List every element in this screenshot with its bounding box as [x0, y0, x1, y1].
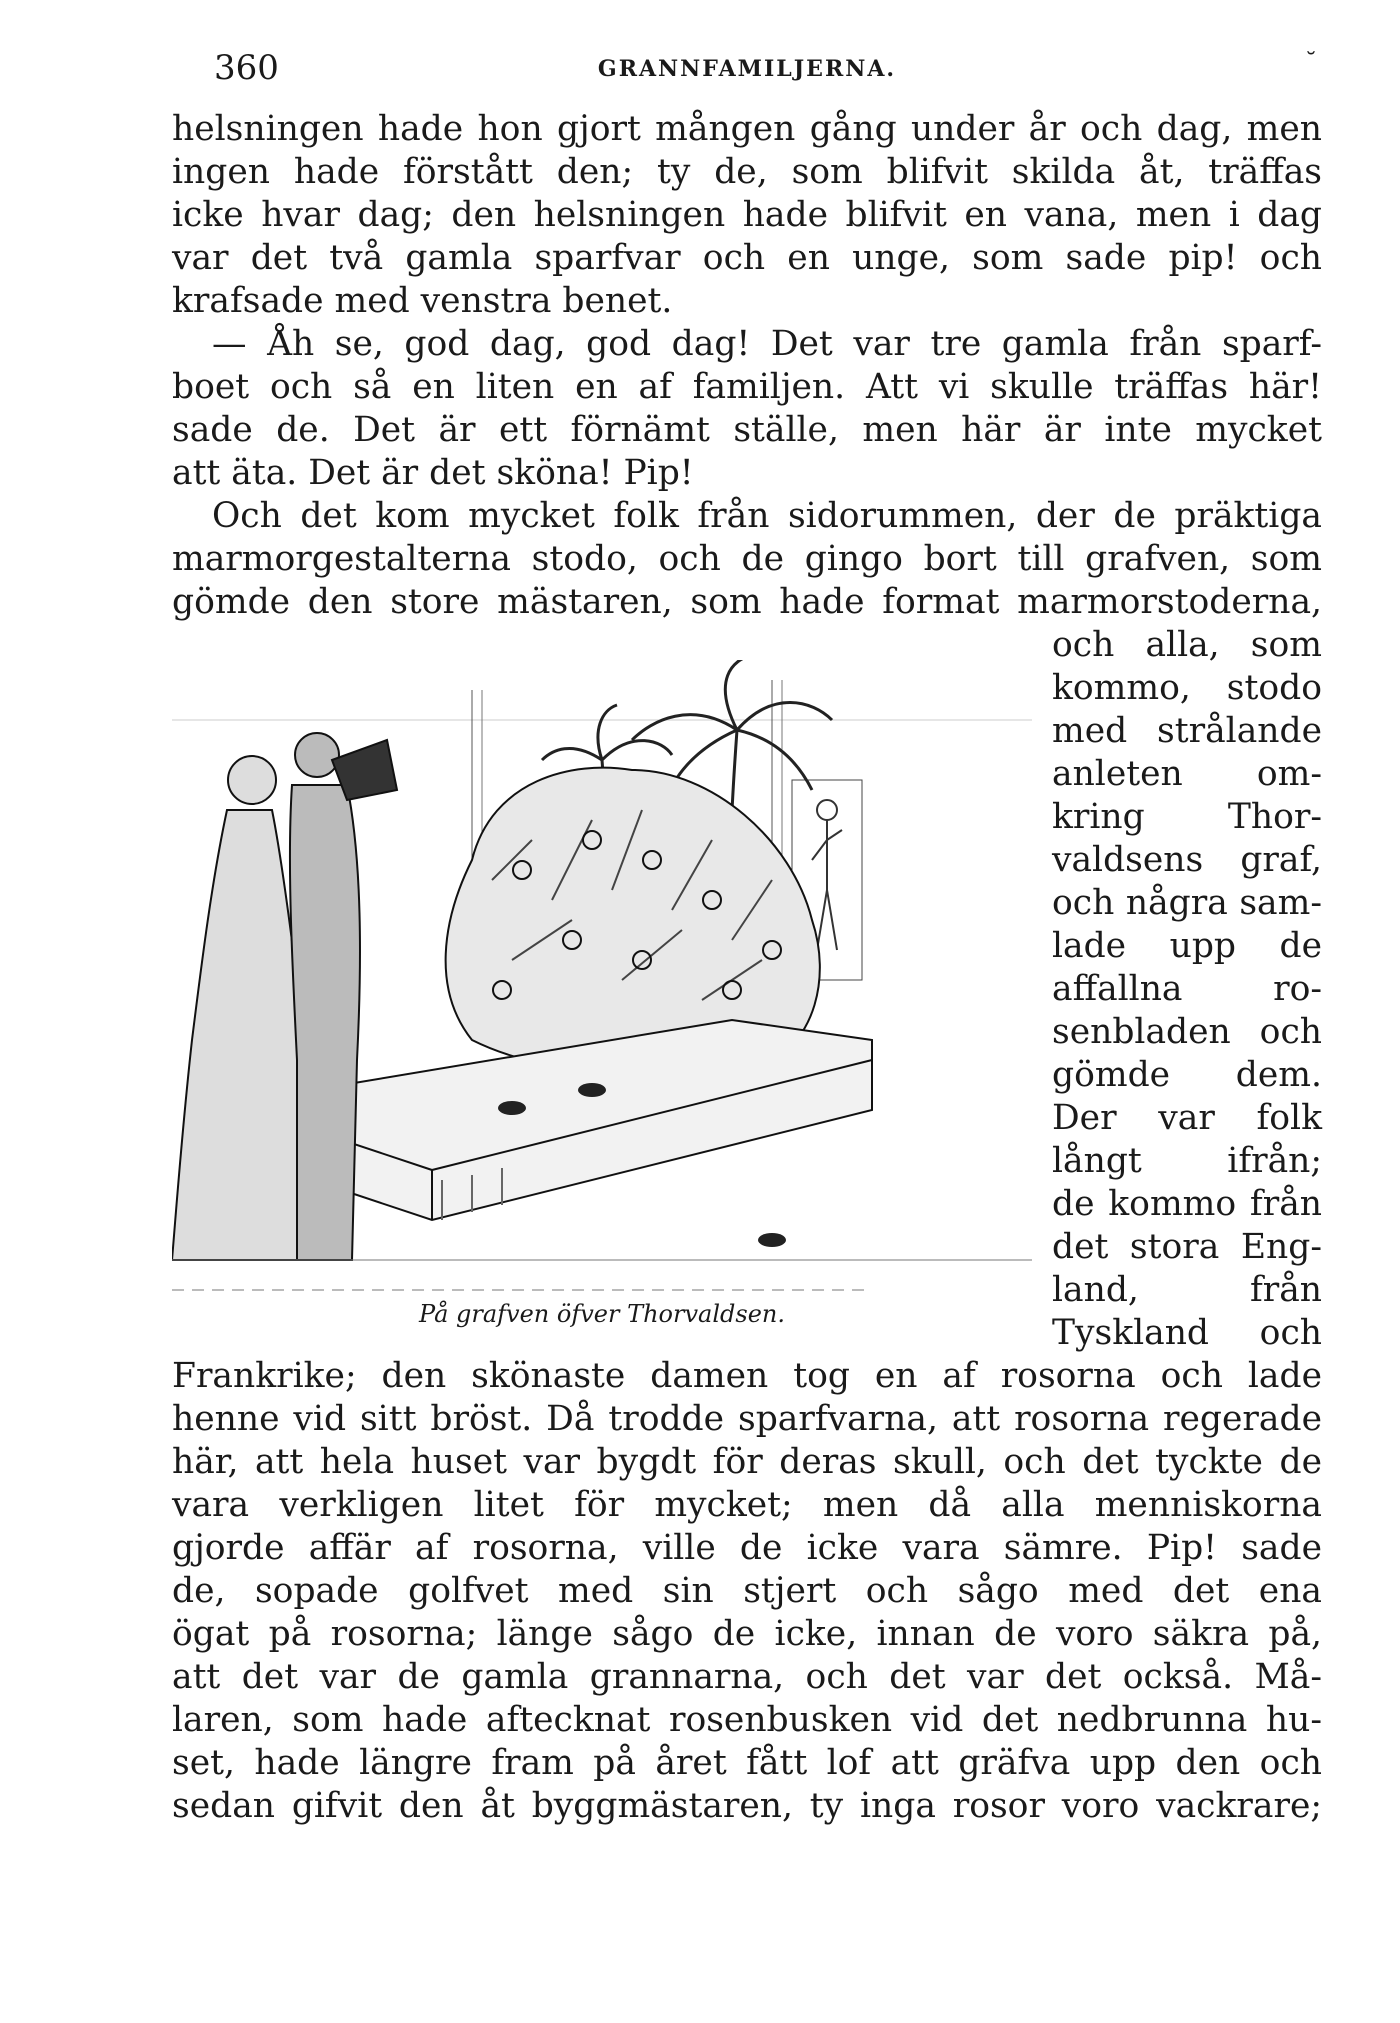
side-text-line: Tyskland och [1052, 1313, 1322, 1353]
figure-caption: På grafven öfver Thorvaldsen. [419, 1300, 785, 1328]
side-text-line: gömde dem. [1052, 1055, 1322, 1095]
side-text-line: land, från [1052, 1270, 1322, 1310]
side-text-line: kommo, stodo [1052, 668, 1322, 708]
side-text-line: affallna ro- [1052, 969, 1322, 1009]
text-line: krafsade med venstra benet. [172, 281, 673, 321]
text-line: ögat på rosorna; länge sågo de icke, innan de voro säkra på, [172, 1614, 1322, 1654]
text-line: gömde den store mästaren, som hade format marmorstoderna, [172, 582, 1322, 622]
side-text-line: anleten om- [1052, 754, 1322, 794]
text-line: laren, som hade aftecknat rosenbusken vid det nedbrunna hu- [172, 1700, 1322, 1740]
text-line: marmorgestalterna stodo, och de gingo bort till grafven, som [172, 539, 1322, 579]
text-line: sade de. Det är ett förnämt ställe, men här är inte mycket [172, 410, 1322, 450]
text-line: helsningen hade hon gjort mången gång under år och dag, men [172, 109, 1322, 149]
header-mark: ˘ [1305, 48, 1317, 76]
side-text-line: det stora Eng- [1052, 1227, 1322, 1267]
text-line: boet och så en liten en af familjen. Att vi skulle träffas här! [172, 367, 1322, 407]
text-line: icke hvar dag; den helsningen hade blifvit en vana, men i dag [172, 195, 1322, 235]
tomb-slab [312, 1020, 872, 1220]
page-header [172, 48, 1322, 88]
text-line: — Åh se, god dag, god dag! Det var tre gamla från sparf- [212, 324, 1322, 364]
side-text-line: valdsens graf, [1052, 840, 1322, 880]
side-text-line: senbladen och [1052, 1012, 1322, 1052]
floor-lines [172, 1260, 1032, 1290]
text-line: sedan gifvit den åt byggmästaren, ty inga rosor voro vackrare; [172, 1786, 1322, 1826]
text-line: gjorde affär af rosorna, ville de icke vara sämre. Pip! sade [172, 1528, 1322, 1568]
text-line: set, hade längre fram på året fått lof att gräfva upp den och [172, 1743, 1322, 1783]
text-line: att det var de gamla grannarna, och det var det också. Må- [172, 1657, 1322, 1697]
page-number: 360 [214, 48, 279, 88]
side-text-line: och några sam- [1052, 883, 1322, 923]
text-line: ingen hade förstått den; ty de, som blifvit skilda åt, träffas [172, 152, 1322, 192]
side-text-line: och alla, som [1052, 625, 1322, 665]
side-text-line: kring Thor- [1052, 797, 1322, 837]
text-line: henne vid sitt bröst. Då trodde sparfvarna, att rosorna regerade [172, 1399, 1322, 1439]
running-head: GRANNFAMILJERNA. [597, 56, 897, 82]
engraving-illustration [172, 660, 1032, 1320]
side-text-line: lade upp de [1052, 926, 1322, 966]
statue-in-niche [812, 800, 842, 950]
text-line: Frankrike; den skönaste damen tog en af rosorna och lade [172, 1356, 1322, 1396]
side-text-line: Der var folk [1052, 1098, 1322, 1138]
text-line: att äta. Det är det sköna! Pip! [172, 453, 694, 493]
side-text-line: långt ifrån; [1052, 1141, 1322, 1181]
text-line: vara verkligen litet för mycket; men då alla menniskorna [172, 1485, 1322, 1525]
side-text-line: med strålande [1052, 711, 1322, 751]
side-text-line: de kommo från [1052, 1184, 1322, 1224]
text-line: var det två gamla sparfvar och en unge, som sade pip! och [172, 238, 1322, 278]
text-line: här, att hela huset var bygdt för deras skull, och det tyckte de [172, 1442, 1322, 1482]
text-line: de, sopade golfvet med sin stjert och sågo med det ena [172, 1571, 1322, 1611]
text-line: Och det kom mycket folk från sidorummen, der de präktiga [212, 496, 1322, 536]
